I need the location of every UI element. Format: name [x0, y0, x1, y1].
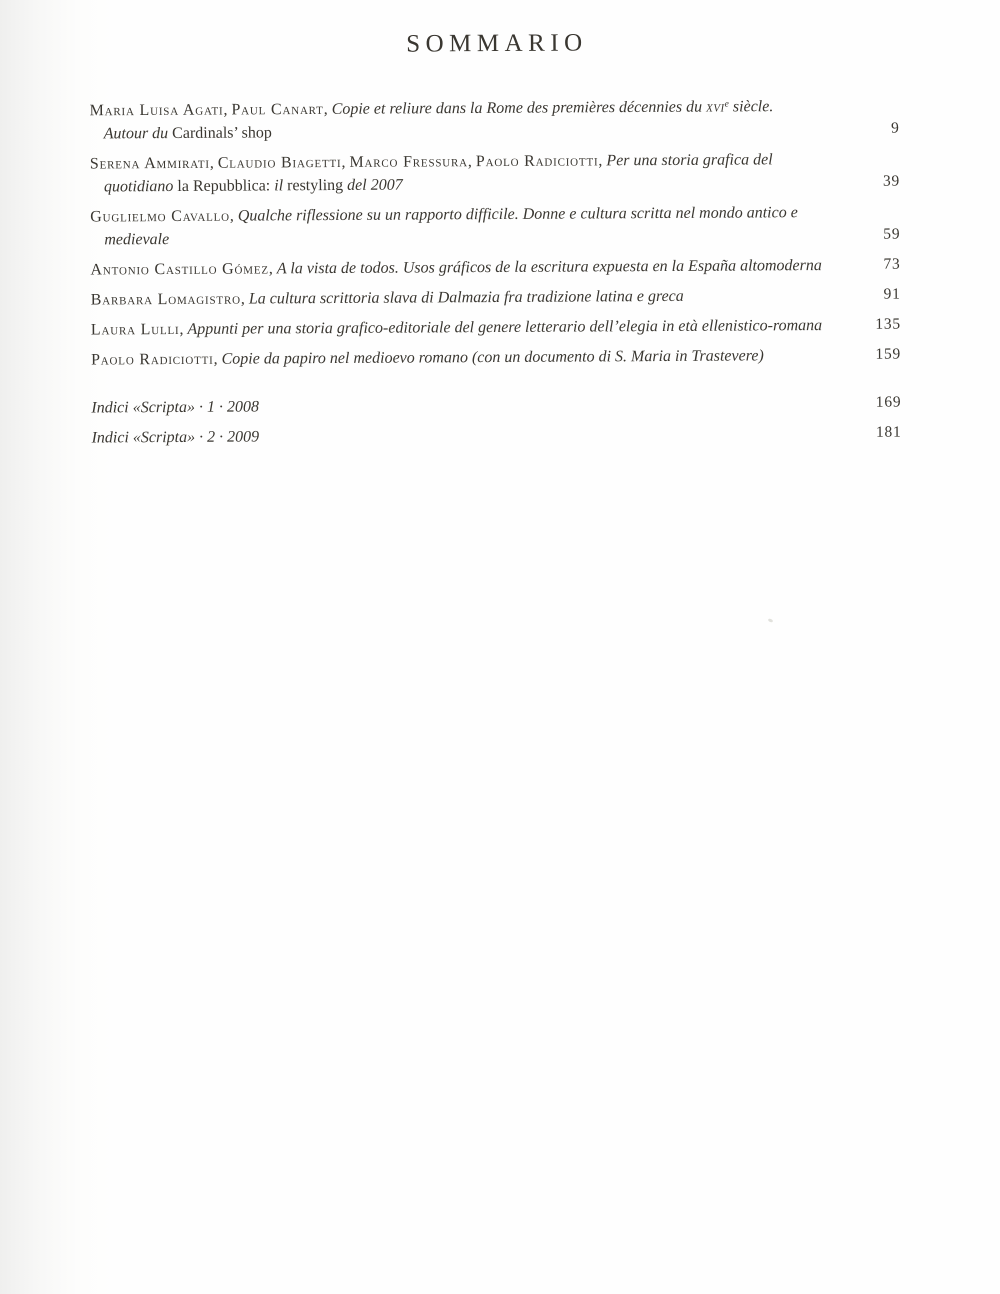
text-segment: ,: [323, 100, 332, 118]
text-segment: Serena Ammirati: [89, 154, 210, 173]
text-segment: Maria Luisa Agati: [89, 101, 224, 120]
text-segment: Marco Fressura: [349, 152, 468, 171]
text-segment: Per una storia grafica del: [606, 151, 773, 170]
text-segment: ,: [229, 207, 238, 225]
text-segment: restyling: [287, 176, 348, 195]
page-number: 181: [875, 423, 902, 441]
entry-text: [90, 253, 900, 281]
scan-speck: [768, 618, 774, 623]
entry-text: [89, 92, 899, 146]
toc-entry: [91, 313, 901, 341]
text-segment: siècle.: [728, 98, 774, 116]
text-segment: ,: [598, 152, 607, 170]
text-segment: ,: [341, 153, 350, 171]
text-segment: Claudio Biagetti: [217, 153, 342, 172]
text-segment: ,: [467, 152, 476, 170]
text-segment: Paolo Radiciotti: [475, 152, 599, 170]
text-segment: Antonio Castillo Gómez: [90, 260, 269, 279]
toc-entry: [90, 147, 900, 198]
indici-row: [91, 391, 901, 419]
indici-row: [91, 421, 901, 449]
entry-line: [90, 117, 900, 145]
text-segment: Guglielmo Cavallo: [90, 207, 230, 226]
toc-entry: [91, 343, 901, 371]
entry-text: [91, 283, 901, 311]
page-number: 73: [883, 255, 901, 273]
toc-entry: [90, 253, 900, 281]
page-number: 39: [882, 172, 901, 190]
text-segment: Laura Lulli: [90, 320, 180, 339]
entry-line: [91, 343, 901, 371]
page-number: 135: [875, 315, 901, 333]
text-segment: quotidiano: [103, 177, 178, 196]
text-segment: e: [724, 98, 729, 110]
page-number: 169: [875, 393, 902, 411]
indici-label: Indici «Scripta» · 1 · 2008: [91, 398, 259, 417]
entry-text: [91, 313, 901, 341]
page-number: 159: [875, 345, 902, 363]
text-segment: La cultura scrittoria slava di Dalmazia fra tradizione latina e greca: [248, 287, 684, 308]
text-segment: Autour du: [103, 124, 173, 143]
text-segment: Qualche riflessione su un rapporto difficile. Donne e cultura scritta nel mondo antico e: [237, 203, 798, 225]
toc-entry: [90, 200, 900, 251]
entry-text: [90, 147, 900, 198]
text-segment: ,: [223, 101, 232, 119]
text-segment: il: [274, 177, 288, 195]
entry-line: [91, 283, 901, 311]
entry-line: [90, 200, 900, 228]
text-segment: ,: [209, 154, 218, 172]
text-segment: Copie da papiro nel medioevo romano (con un documento di S. Maria in Trastevere): [221, 347, 764, 368]
page-number: 59: [883, 225, 901, 243]
text-segment: A la vista de todos. Usos gráficos de la escritura expuesta en la España altomoderna: [276, 256, 822, 278]
text-segment: del 2007: [347, 176, 403, 194]
page-title: SOMMARIO: [406, 29, 588, 58]
text-segment: Barbara Lomagistro: [90, 290, 241, 309]
text-segment: Paul Canart: [231, 100, 324, 119]
page-number: 91: [883, 285, 901, 303]
page-content: [0, 0, 1000, 457]
page-number: 9: [891, 119, 900, 137]
text-segment: ,: [213, 350, 222, 368]
text-segment: ,: [268, 260, 277, 278]
text-segment: xvi: [706, 98, 725, 116]
entry-line: [91, 313, 901, 341]
entry-text: [90, 200, 900, 251]
text-segment: Cardinals’ shop: [172, 124, 272, 142]
indici-label: Indici «Scripta» · 2 · 2009: [91, 428, 260, 447]
entry-text: [91, 343, 901, 371]
text-segment: Paolo Radiciotti: [91, 350, 214, 369]
text-segment: la Repubblica:: [177, 177, 275, 195]
text-segment: Copie et reliure dans la Rome des premières décennies du: [331, 98, 707, 118]
entry-line: [90, 170, 900, 198]
text-segment: ,: [240, 290, 249, 308]
toc-entry: [89, 92, 899, 146]
text-segment: medievale: [104, 230, 170, 249]
indici-section: [91, 391, 901, 449]
toc-list: [89, 92, 901, 372]
toc-entry: [91, 283, 901, 311]
text-segment: Appunti per una storia grafico-editoriale del genere letterario dell’elegia in età ellenistico-romana: [187, 316, 823, 338]
text-segment: ,: [179, 320, 188, 338]
entry-line: [90, 253, 900, 281]
